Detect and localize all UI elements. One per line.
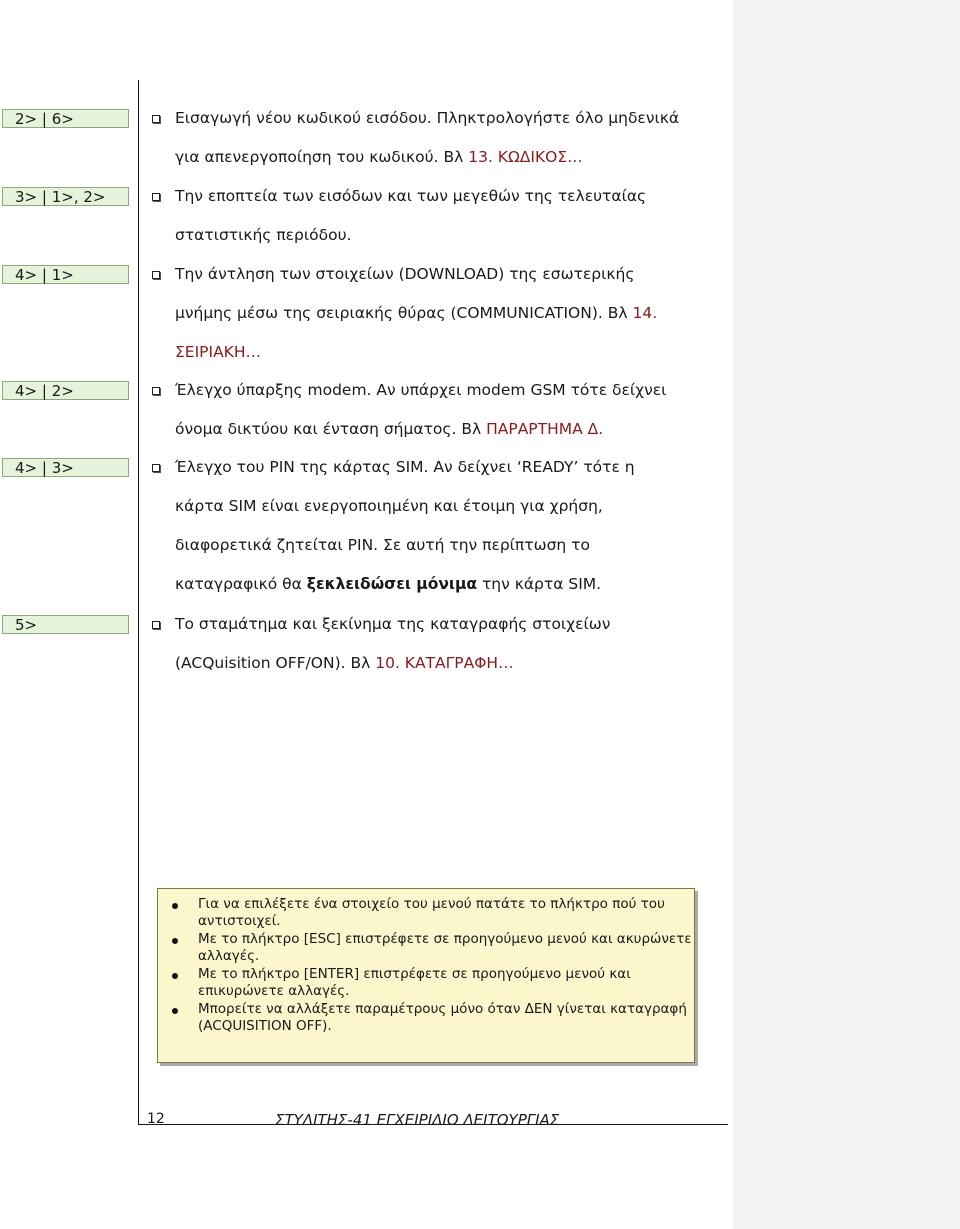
entry-description-line (175, 225, 351, 245)
checkbox-bullet-icon (152, 193, 160, 201)
text-run: για απενεργοποίηση του κωδικού. Βλ (175, 148, 469, 166)
text-run: καταγραφικό θα (175, 575, 307, 593)
entry-description-line (175, 186, 646, 206)
comment-margin-pane (733, 0, 960, 1229)
cross-reference: 10. ΚΑΤΑΓΡΑΦΗ… (375, 654, 514, 672)
checkbox-bullet-icon (152, 115, 160, 123)
entry-description-line (175, 496, 603, 516)
entry-description-line (175, 535, 590, 555)
menu-key-path: 4> | 3> (2, 458, 129, 477)
page-number: 12 (147, 1111, 165, 1127)
text-run: στατιστικής περιόδου. (175, 226, 352, 244)
text-run: Την εποπτεία των εισόδων και των μεγεθών της τελευταίας (175, 187, 647, 205)
tip-item: Για να επιλέξετε ένα στοιχείο του μενού πατάτε το πλήκτρο πού του αντιστοιχεί. (198, 896, 665, 929)
tips-box (157, 888, 695, 1063)
entry-description-line (175, 419, 603, 439)
entry-description-line (175, 457, 635, 477)
text-run: (ACQuisition OFF/ON). Βλ (175, 654, 376, 672)
tip-bullet-icon (172, 973, 178, 979)
tip-item: Μπορείτε να αλλάξετε παραμέτρους μόνο όταν ΔΕΝ γίνεται καταγραφή (ACQUISITION OFF). (198, 1001, 687, 1034)
text-run: Εισαγωγή νέου κωδικού εισόδου. Πληκτρολογήστε όλο μηδενικά (175, 109, 680, 127)
cross-reference: 14. (632, 304, 658, 322)
text-run: την κάρτα SIM. (477, 575, 602, 593)
tip-bullet-icon (172, 1008, 178, 1014)
tip-item: Με το πλήκτρο [ESC] επιστρέφετε σε προηγούμενο μενού και ακυρώνετε αλλαγές. (198, 931, 692, 964)
text-run: Έλεγχο του PIN της κάρτας SIM. Αν δείχνει ‘READY’ τότε η (175, 458, 635, 476)
tip-item: Με το πλήκτρο [ENTER] επιστρέφετε σε προηγούμενο μενού και επικυρώνετε αλλαγές. (198, 966, 631, 999)
checkbox-bullet-icon (152, 271, 160, 279)
entry-description-line (175, 614, 610, 634)
menu-key-path: 2> | 6> (2, 109, 129, 128)
emphasis-text: ξεκλειδώσει μόνιμα (306, 575, 478, 593)
entry-description-line (175, 342, 261, 362)
text-run: Την άντληση των στοιχείων (DOWNLOAD) της εσωτερικής (175, 265, 635, 283)
text-run: διαφορετικά ζητείται PIN. Σε αυτή την περίπτωση το (175, 536, 590, 554)
cross-reference: ΣΕΙΡΙΑΚΗ… (175, 343, 261, 361)
entry-description-line (175, 380, 666, 400)
text-run: μνήμης μέσω της σειριακής θύρας (COMMUNICATION). Βλ (175, 304, 633, 322)
left-vertical-rule (138, 80, 139, 1125)
checkbox-bullet-icon (152, 621, 160, 629)
entry-description-line (175, 574, 601, 594)
document-title: ΣΤΥΛΙΤΗΣ-41 ΕΓΧΕΙΡΙΔΙΟ ΛΕΙΤΟΥΡΓΙΑΣ (275, 1111, 560, 1129)
cross-reference: ΠΑΡΑΡΤΗΜΑ Δ. (486, 420, 604, 438)
checkbox-bullet-icon (152, 387, 160, 395)
text-run: όνομα δικτύου και ένταση σήματος. Βλ (175, 420, 487, 438)
tip-bullet-icon (172, 938, 178, 944)
menu-key-path: 4> | 1> (2, 265, 129, 284)
entry-description-line (175, 264, 634, 284)
checkbox-bullet-icon (152, 464, 160, 472)
menu-key-path: 3> | 1>, 2> (2, 187, 129, 206)
entry-description-line (175, 147, 583, 167)
text-run: Το σταμάτημα και ξεκίνημα της καταγραφής στοιχείων (175, 615, 611, 633)
entry-description-line (175, 108, 679, 128)
menu-key-path: 5> (2, 615, 129, 634)
tip-bullet-icon (172, 903, 178, 909)
text-run: Έλεγχο ύπαρξης modem. Αν υπάρχει modem GSM τότε δείχνει (175, 381, 667, 399)
entry-description-line (175, 303, 657, 323)
cross-reference: 13. ΚΩΔΙΚΟΣ… (468, 148, 583, 166)
text-run: κάρτα SIM είναι ενεργοποιημένη και έτοιμη για χρήση, (175, 497, 603, 515)
menu-key-path: 4> | 2> (2, 381, 129, 400)
entry-description-line (175, 653, 514, 673)
